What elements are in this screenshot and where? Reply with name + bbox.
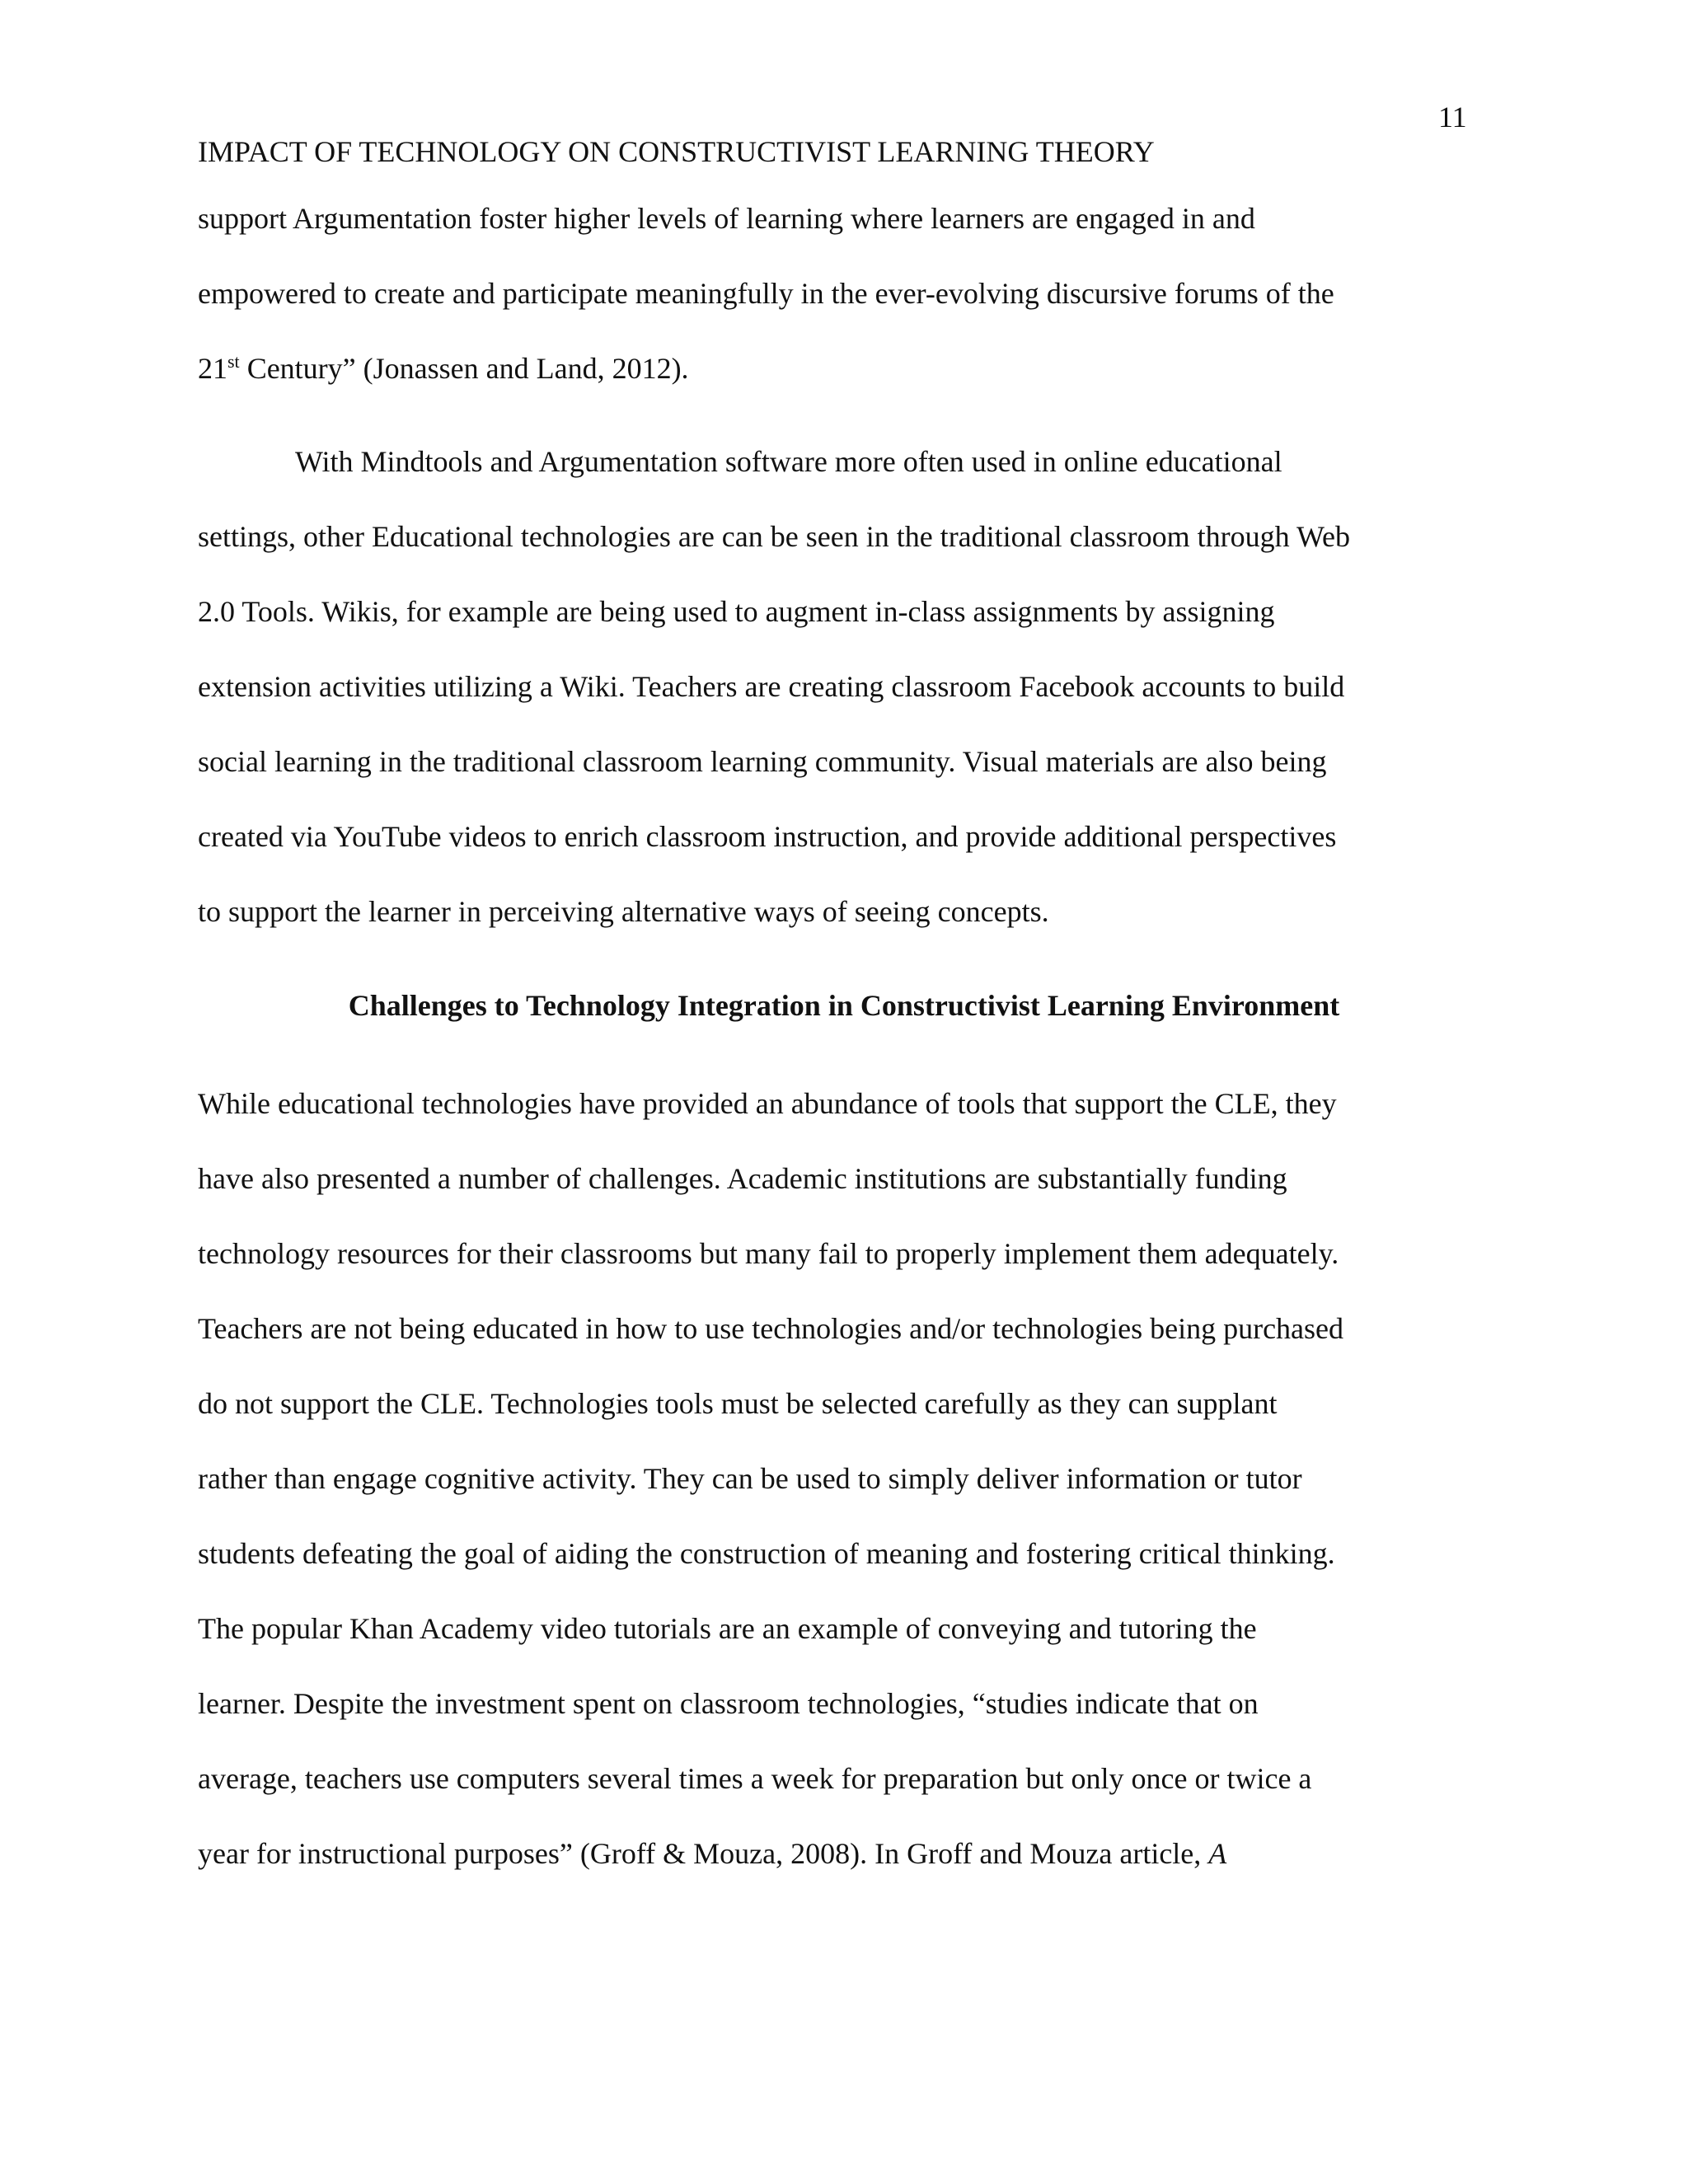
page-number: 11 — [1438, 101, 1467, 134]
paragraph-3-line-11 — [198, 1835, 1226, 1872]
paragraph-2-line-2: settings, other Educational technologies are can be seen in the traditional classroom through Web — [198, 520, 1351, 553]
paragraph-3-line-8: The popular Khan Academy video tutorials are an example of conveying and tutoring the — [198, 1612, 1257, 1645]
paragraph-1-line-1: support Argumentation foster higher levels of learning where learners are engaged in and — [198, 202, 1255, 235]
paragraph-3-line-10: average, teachers use computers several times a week for preparation but only once or twice a — [198, 1762, 1312, 1795]
paragraph-3-line-9: learner. Despite the investment spent on classroom technologies, “studies indicate that on — [198, 1687, 1259, 1720]
paragraph-2-line-4: extension activities utilizing a Wiki. Teachers are creating classroom Facebook accounts to build — [198, 670, 1345, 703]
paragraph-3-line-5: do not support the CLE. Technologies tools must be selected carefully as they can supplant — [198, 1387, 1278, 1420]
paragraph-2-line-6: created via YouTube videos to enrich classroom instruction, and provide additional perspectives — [198, 820, 1337, 853]
paragraph-3-last-line-text: year for instructional purposes” (Groff & Mouza, 2008). In Groff and Mouza article, — [198, 1837, 1209, 1870]
paragraph-2-line-3: 2.0 Tools. Wikis, for example are being used to augment in-class assignments by assigning — [198, 595, 1275, 628]
paragraph-2-line-1: With Mindtools and Argumentation software more often used in online educational — [295, 445, 1282, 478]
article-title-start: A — [1208, 1837, 1227, 1870]
paragraph-3-line-6: rather than engage cognitive activity. They can be used to simply deliver information or tutor — [198, 1462, 1302, 1495]
ordinal-superscript: st — [227, 351, 240, 372]
paragraph-1-line-2: empowered to create and participate meaningfully in the ever-evolving discursive forums of the — [198, 277, 1334, 310]
citation-text: Century” (Jonassen and Land, 2012). — [239, 352, 689, 385]
paragraph-3-line-3: technology resources for their classrooms but many fail to properly implement them adequately. — [198, 1237, 1339, 1270]
citation-century-number: 21 — [198, 352, 227, 385]
paragraph-3-line-4: Teachers are not being educated in how to use technologies and/or technologies being purchased — [198, 1312, 1344, 1345]
running-head: IMPACT OF TECHNOLOGY ON CONSTRUCTIVIST LEARNING THEORY — [198, 135, 1155, 168]
paragraph-3-line-7: students defeating the goal of aiding the construction of meaning and fostering critical thinking. — [198, 1537, 1335, 1570]
paragraph-3-line-2: have also presented a number of challenges. Academic institutions are substantially funding — [198, 1162, 1287, 1195]
paragraph-2-line-5: social learning in the traditional classroom learning community. Visual materials are also being — [198, 745, 1327, 778]
paragraph-2-line-7: to support the learner in perceiving alternative ways of seeing concepts. — [198, 895, 1049, 928]
paragraph-3-line-1: While educational technologies have provided an abundance of tools that support the CLE, they — [198, 1087, 1337, 1120]
section-heading: Challenges to Technology Integration in Constructivist Learning Environment — [348, 989, 1340, 1022]
paragraph-1-line-3 — [198, 350, 689, 387]
